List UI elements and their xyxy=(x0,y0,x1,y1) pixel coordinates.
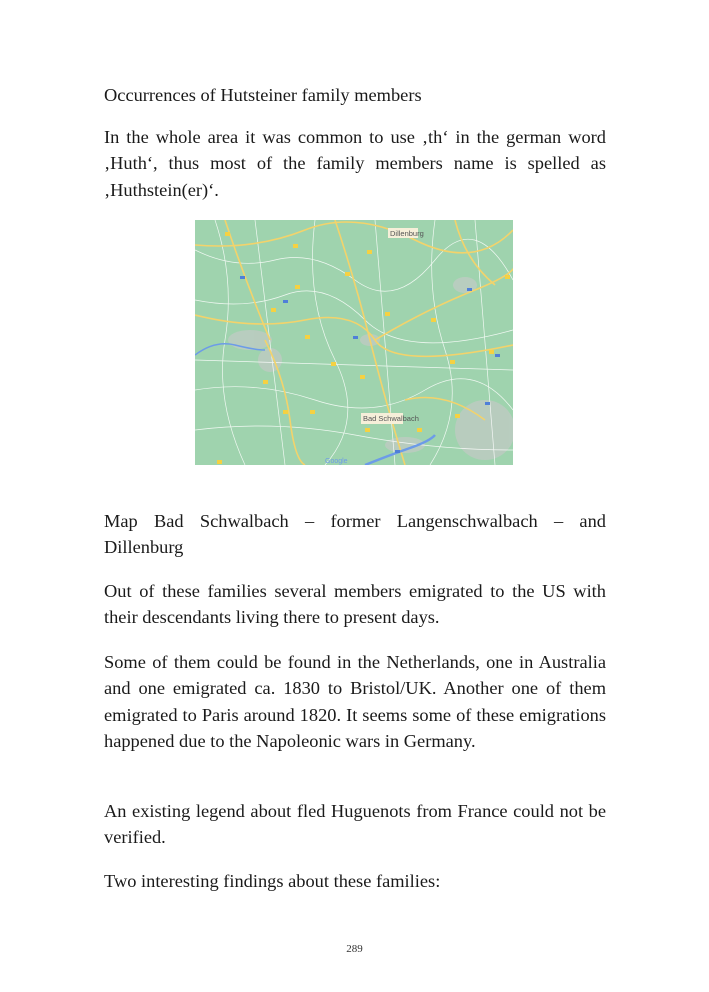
google-attribution: Google xyxy=(325,458,348,465)
map-label-bad-schwalbach: Bad Schwalbach xyxy=(363,414,419,423)
map-label-dillenburg: Dillenburg xyxy=(390,229,424,238)
map-image xyxy=(195,220,513,465)
findings-paragraph: Two interesting findings about these families: xyxy=(104,871,441,891)
emigration-paragraph: Out of these families several members emigrated to the US with their descendants living there to present days. xyxy=(104,581,606,628)
other-emigrations-paragraph: Some of them could be found in the Netherlands, one in Australia and one emigrated ca. 1830 to Bristol/UK. Another one of them emigrated to Paris around 1820. It seems some of these emigrations happened due to the Napoleonic wars in Germany. xyxy=(104,652,606,751)
page-number: 289 xyxy=(346,943,363,955)
huguenot-legend-paragraph: An existing legend about fled Huguenots from France could not be verified. xyxy=(104,801,606,848)
section-heading: Occurrences of Hutsteiner family members xyxy=(104,85,422,105)
intro-paragraph: In the whole area it was common to use ‚th‘ in the german word ‚Huth‘, thus most of the family members name is spelled as ‚Huthstein(er)‘. xyxy=(104,127,606,200)
map-caption: Map Bad Schwalbach – former Langenschwalbach – and Dillenburg xyxy=(104,511,606,558)
